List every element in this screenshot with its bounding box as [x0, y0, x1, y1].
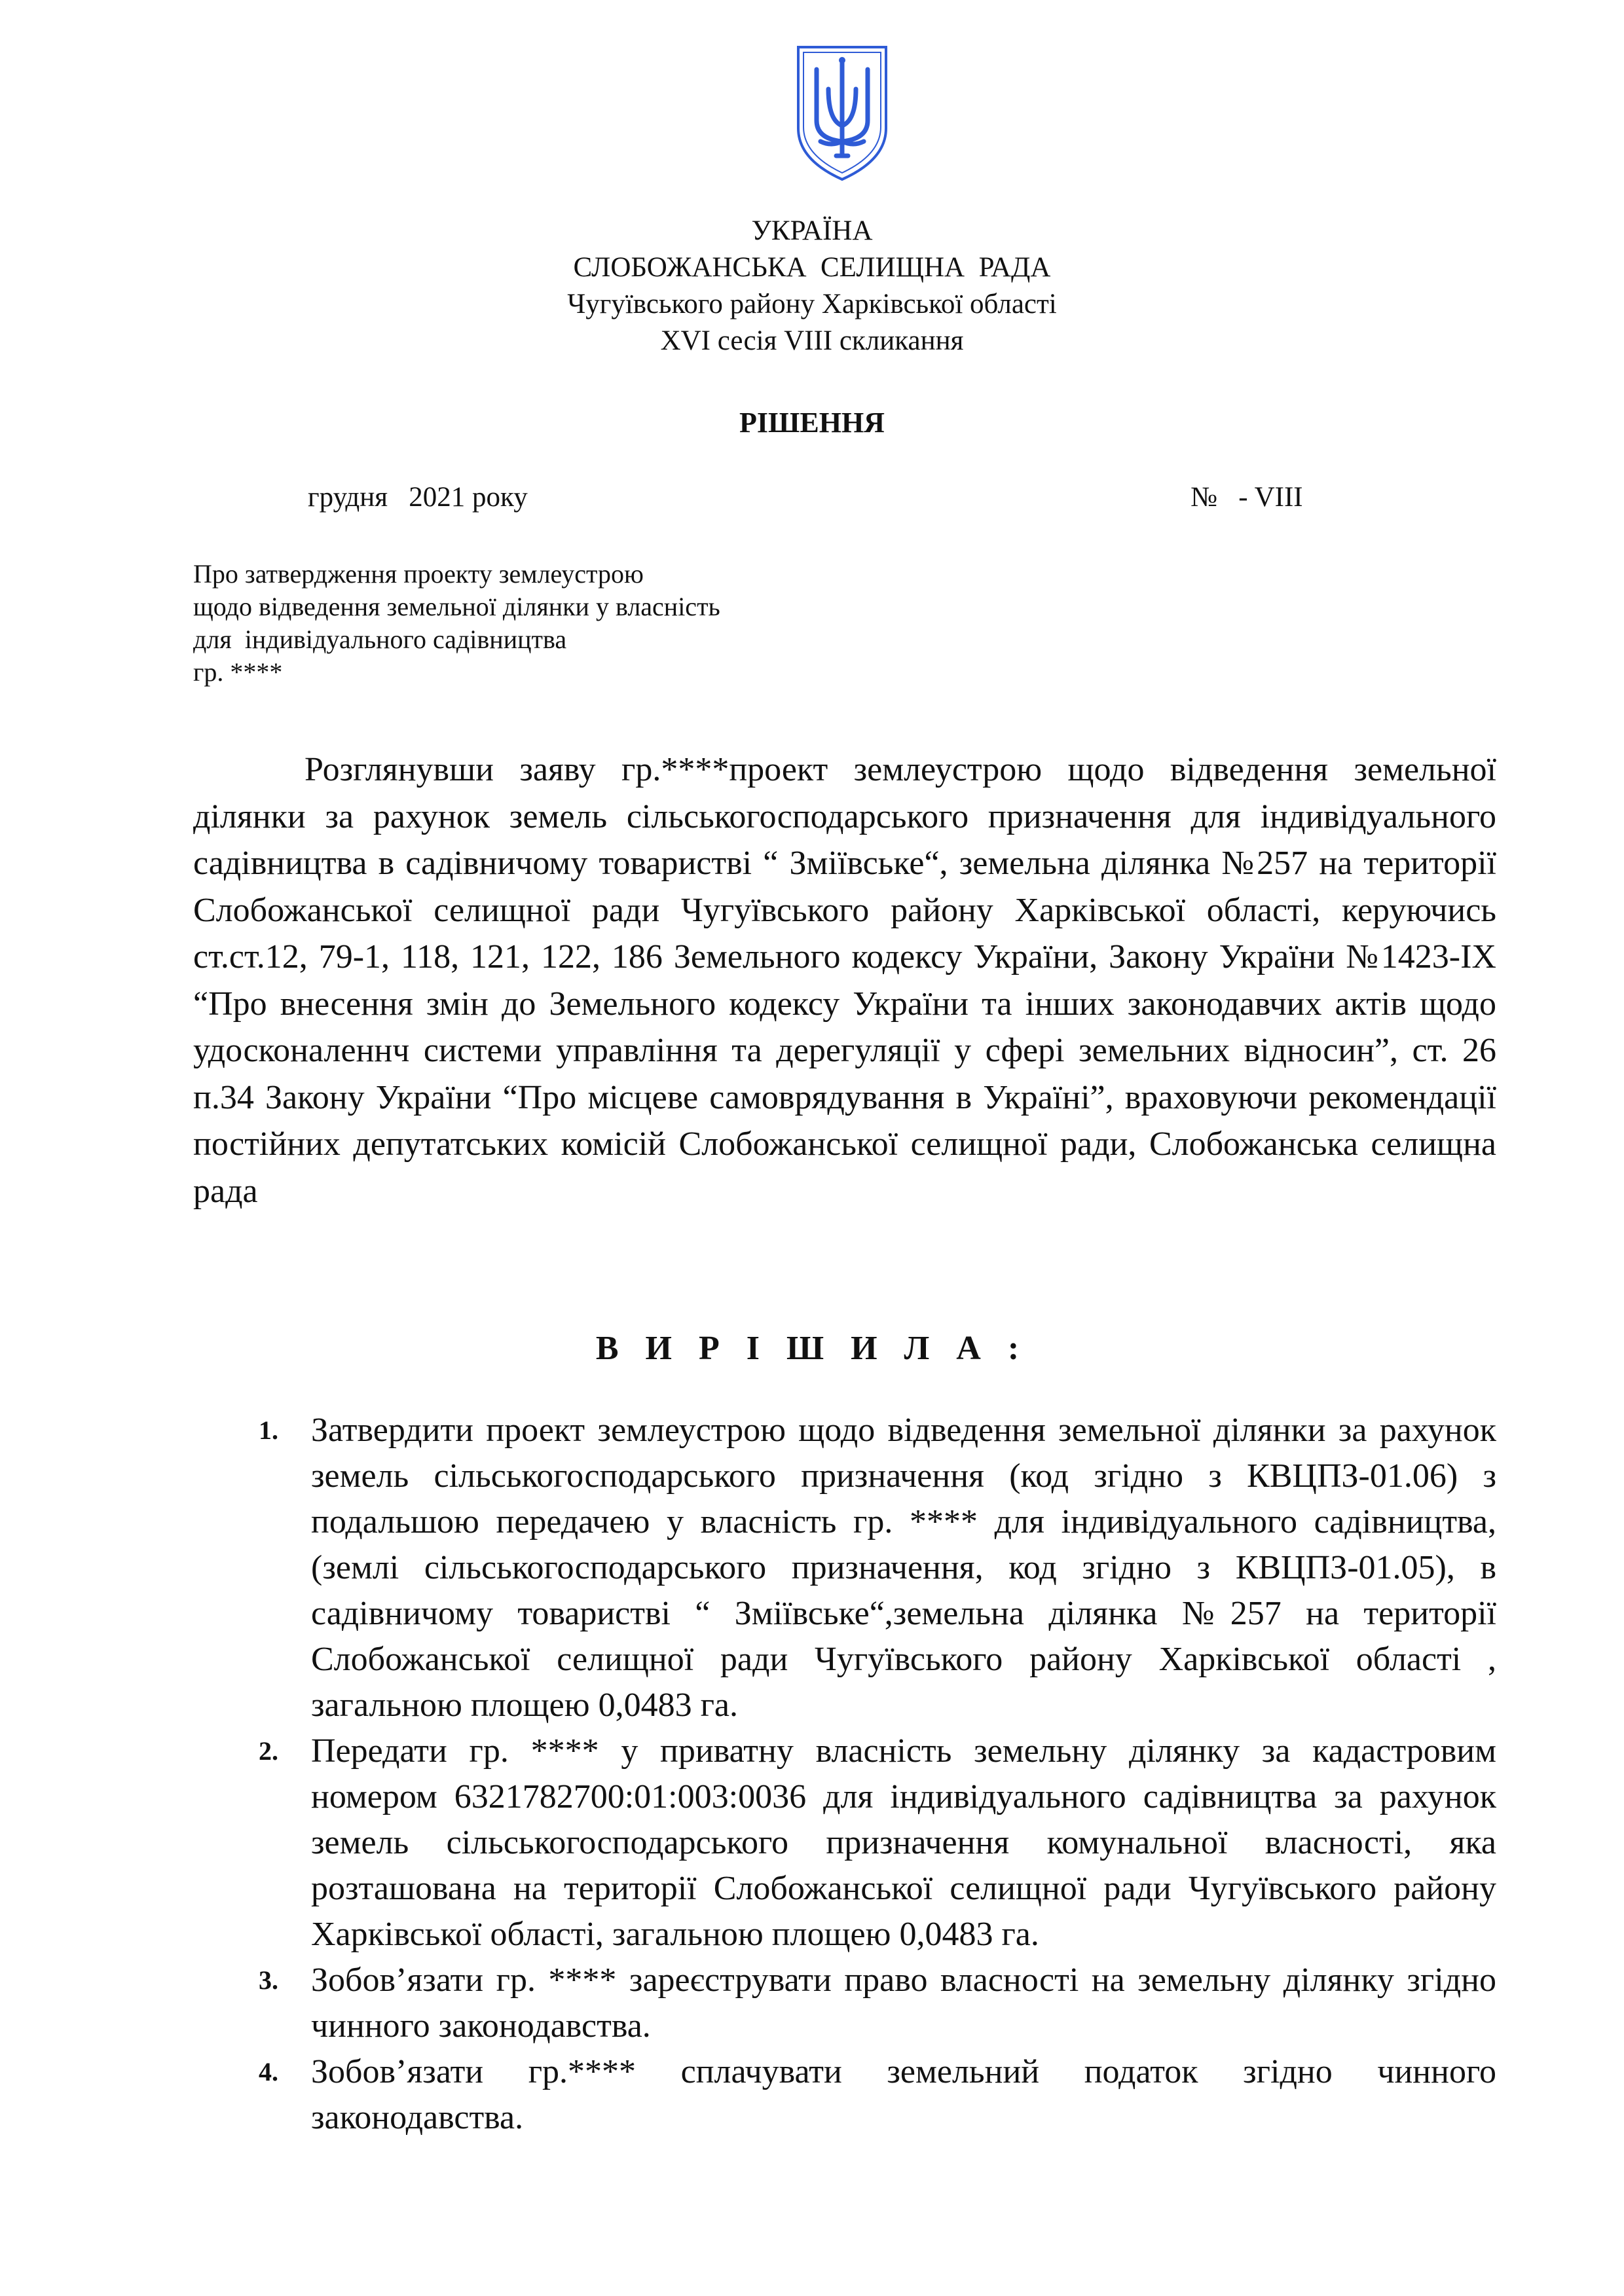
district-name: Чугуївського району Харківської області	[567, 289, 1057, 319]
decided-heading: В И Р І Ш И Л А :	[595, 1330, 1029, 1367]
decision-items	[259, 1408, 1496, 2141]
decision-subject	[193, 558, 720, 689]
decision-number: № - VIII	[1190, 482, 1303, 513]
decision-item	[259, 1958, 1496, 2049]
subject-line: для індивідуального садівництва	[193, 625, 567, 654]
decision-item	[259, 1408, 1496, 1728]
session-name: XVI сесія VIII скликання	[660, 325, 964, 356]
council-name: СЛОБОЖАНСЬКА СЕЛИЩНА РАДА	[573, 252, 1051, 283]
decision-item	[259, 2049, 1496, 2141]
decision-date: грудня 2021 року	[308, 482, 528, 513]
item-number: 2.	[259, 1736, 278, 1766]
item-number: 4.	[259, 2057, 278, 2086]
subject-line: гр. ****	[193, 657, 283, 687]
document-title: РІШЕННЯ	[739, 407, 885, 439]
preamble-paragraph: Розглянувши заяву гр.****проект землеустрою щодо відведення земельної ділянки за рахунок земель сільськогосподарського призначення для індивідуального садівництва в садівничому товаристві “ Зміївське“, земельна ділянка №257 на території Слобожанської селищної ради Чугуївського району Харківської області, керуючись ст.ст.12, 79-1, 118, 121, 122, 186 Земельного кодексу України, Закону України №1423-IX “Про внесення змін до Земельного кодексу України та інших законодавчих актів щодо удосконаленнч системи управління та дерегуляції у сфері земельних відносин”, ст. 26 п.34 Закону України “Про місцеве самоврядування в Україні”, враховуючи рекомендації постійних депутатських комісій Слобожанської селищної ради, Слобожанська селищна рада	[193, 751, 1496, 1210]
subject-line: Про затвердження проекту землеустрою	[193, 559, 644, 589]
item-text: Затвердити проект землеустрою щодо відведення земельної ділянки за рахунок земель сільськогосподарського призначення (код згідно з КВЦПЗ-01.06) з подальшою передачею у власність гр. **** для індивідуального садівництва, (землі сільськогосподарського призначення, код згідно з КВЦПЗ-01.05), в садівничому товаристві “ Зміївське“,земельна ділянка №257 на території Слобожанської селищної ради Чугуївського району Харківської області , загальною площею 0,0483 га.	[311, 1412, 1496, 1724]
item-text: Передати гр. **** у приватну власність земельну ділянку за кадастровим номером 6321782700:01:003:0036 для індивідуального садівництва за рахунок земель сільськогосподарського призначення комунальної власності, яка розташована на території Слобожанської селищної ради Чугуївського району Харківської області, загальною площею 0,0483 га.	[311, 1732, 1496, 1953]
item-number: 1.	[259, 1415, 278, 1445]
item-text: Зобов’язати гр. **** зареєструвати право власності на земельну ділянку згідно чинного законодавства.	[311, 1961, 1496, 2045]
country-name: УКРАЇНА	[751, 215, 873, 246]
document-header	[0, 213, 1624, 359]
decision-item	[259, 1728, 1496, 1958]
subject-line: щодо відведення земельної ділянки у власність	[193, 592, 720, 621]
coat-of-arms-icon	[794, 43, 890, 183]
item-text: Зобов’язати гр.**** сплачувати земельний податок згідно чинного законодавства.	[311, 2053, 1496, 2136]
item-number: 3.	[259, 1965, 278, 1995]
